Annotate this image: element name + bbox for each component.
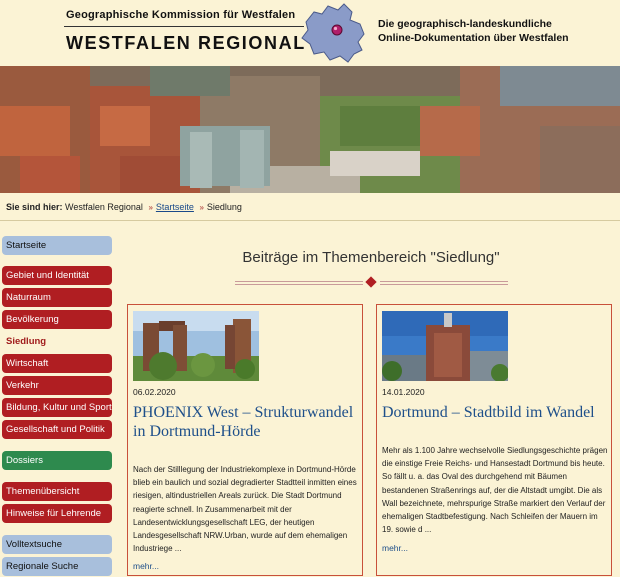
site-title[interactable]: WESTFALEN REGIONAL (66, 33, 306, 53)
site-tagline (378, 17, 569, 45)
article-more-link[interactable]: mehr... (382, 543, 408, 553)
nav-hinweise-lehrende[interactable]: Hinweise für Lehrende (2, 504, 112, 523)
nav-themenuebersicht[interactable]: Themenübersicht (2, 482, 112, 501)
nav-gesellschaft-politik[interactable]: Gesellschaft und Politik (2, 420, 112, 439)
article-image-dortmund[interactable] (382, 311, 508, 381)
breadcrumb-separator: » (199, 203, 204, 212)
nav-volltextsuche[interactable]: Volltextsuche (2, 535, 112, 554)
title-diamond-icon (365, 276, 376, 287)
nav-siedlung-active[interactable]: Siedlung (6, 336, 47, 347)
article-image-phoenix-west[interactable] (133, 311, 259, 381)
tagline-line-2: Online-Dokumentation über Westfalen (378, 32, 569, 44)
nav-bildung-kultur-sport[interactable]: Bildung, Kultur und Sport (2, 398, 112, 417)
city-aerial-banner (0, 66, 620, 193)
breadcrumb-separator: » (148, 203, 153, 212)
nav-startseite-button[interactable]: Startseite (2, 236, 112, 255)
nav-wirtschaft[interactable]: Wirtschaft (2, 354, 112, 373)
site-header (0, 0, 620, 66)
title-rule-right-2 (380, 284, 508, 285)
breadcrumb-root: Westfalen Regional (65, 202, 143, 212)
article-card[interactable] (376, 304, 612, 576)
nav-dossiers-button[interactable]: Dossiers (2, 451, 112, 470)
nav-verkehr[interactable]: Verkehr (2, 376, 112, 395)
breadcrumb (6, 202, 242, 212)
breadcrumb-current: Siedlung (206, 202, 242, 212)
westfalen-map-icon[interactable] (300, 2, 368, 64)
section-title: Beiträge im Themenbereich "Siedlung" (242, 249, 500, 266)
breadcrumb-link-startseite[interactable]: Startseite (155, 202, 194, 212)
article-teaser: Mehr als 1.100 Jahre wechselvolle Siedlungsgeschichte prägen die einstige Freie Reichs- und Hansestadt Dortmund bis heute. So fällt u. a. das Oval des durchgehend mit Bäumen bestandenen Straßenrings auf, der die Altstadt umgibt. Die als Wall bezeichnete, mehrspurige Straße markiert den Verlauf der ehemaligen Stadtbefestigung. Nach Schleifen der Mauern im 19. sowie d ... (382, 446, 608, 535)
breadcrumb-label: Sie sind hier: (6, 202, 63, 212)
article-date: 06.02.2020 (133, 387, 176, 397)
article-date: 14.01.2020 (382, 387, 425, 397)
tagline-line-1: Die geographisch-landeskundliche (378, 18, 552, 30)
header-divider (64, 26, 304, 27)
nav-gebiet-identitaet[interactable]: Gebiet und Identität (2, 266, 112, 285)
title-rule-right (380, 281, 508, 282)
title-rule-left (235, 281, 363, 282)
article-teaser: Nach der Stilllegung der Industriekomplexe in Dortmund-Hörde blieb ein baulich und sozial degradierter Stadtteil inmitten eines riesigen, altindustriellen Areals zurück. Die Stadt Dortmund reagierte schnell. In Zusammenarbeit mit der Landesentwicklungsgesellschaft LEG, der heutigen Landesgesellschaft NRW.Urban, wurde auf dem ehemaligen Industriege ... (133, 465, 357, 554)
article-title-link[interactable]: PHOENIX West – Strukturwandel in Dortmund-Hörde (133, 404, 354, 440)
article-more-link[interactable]: mehr... (133, 561, 159, 571)
organization-name: Geographische Kommission für Westfalen (66, 9, 296, 21)
breadcrumb-divider (0, 220, 620, 221)
nav-regionale-suche[interactable]: Regionale Suche (2, 557, 112, 576)
article-title-link[interactable]: Dortmund – Stadtbild im Wandel (382, 404, 595, 421)
nav-naturraum[interactable]: Naturraum (2, 288, 112, 307)
article-card[interactable] (127, 304, 363, 576)
nav-bevoelkerung[interactable]: Bevölkerung (2, 310, 112, 329)
title-rule-left-2 (235, 284, 363, 285)
